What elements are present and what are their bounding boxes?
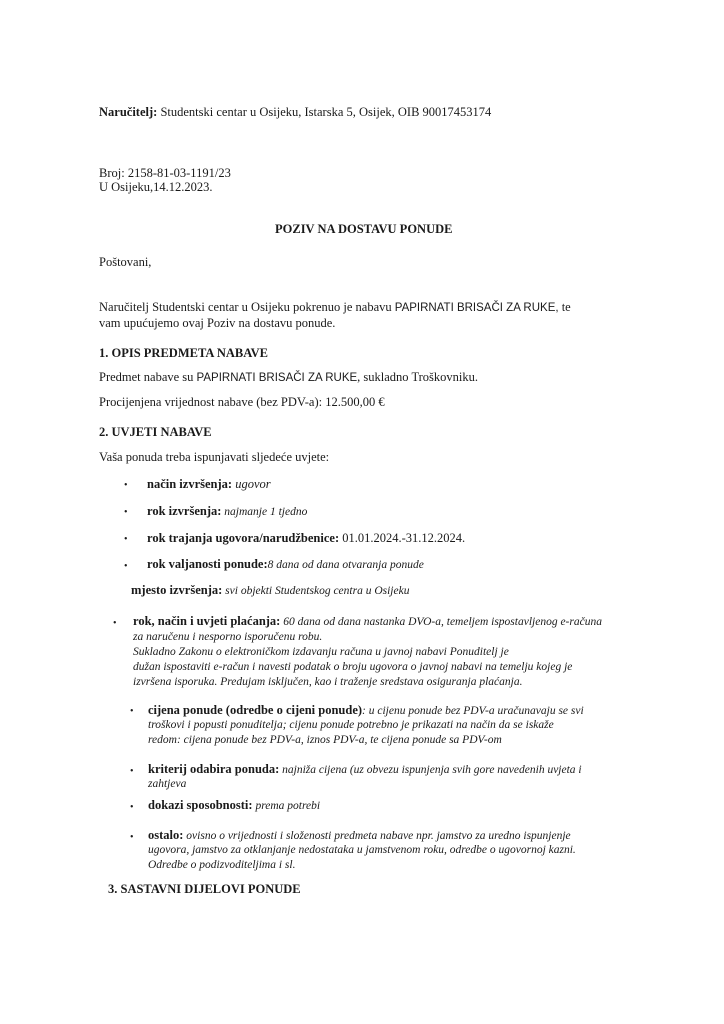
bullet-icon: • — [130, 766, 134, 777]
conditions-intro: Vaša ponuda treba ispunjavati sljedeće uvjete: — [99, 450, 330, 464]
evidence-text: prema potrebi — [252, 800, 321, 812]
intro-text-c: te — [558, 300, 571, 314]
estimated-value: Procijenjena vrijednost nabave (bez PDV-a): 12.500,00 € — [99, 395, 385, 409]
condition-label: rok izvršenja: — [147, 504, 222, 518]
greeting: Poštovani, — [99, 255, 152, 269]
payment-line: dužan ispostaviti e-račun i navesti podatak o broju ugovora o javnoj nabavi na temelju kojeg je — [133, 661, 573, 673]
condition-item — [147, 531, 465, 546]
intro-line-2: vam upućujemo ovaj Poziv na dostavu ponude. — [99, 316, 336, 330]
subject-text-a: Predmet nabave su — [99, 370, 197, 384]
section-3-heading: 3. SASTAVNI DIJELOVI PONUDE — [108, 882, 301, 896]
intro-line-1 — [99, 300, 571, 316]
section-2-heading: 2. UVJETI NABAVE — [99, 425, 212, 439]
payment-label: rok, način i uvjeti plaćanja: — [133, 614, 281, 628]
bullet-icon: • — [130, 802, 134, 813]
condition-item — [131, 583, 409, 599]
evidence-line — [148, 798, 320, 814]
price-line-1 — [148, 703, 584, 719]
payment-line-1 — [133, 614, 602, 630]
condition-item — [147, 557, 424, 573]
client-line — [99, 105, 491, 120]
criteria-line-1 — [148, 762, 582, 778]
payment-text: 60 dana od dana nastanka DVO-a, temeljem ispostavljenog e-računa — [280, 616, 602, 628]
bullet-icon: • — [130, 832, 134, 843]
price-label: cijena ponude (odredbe o cijeni ponude) — [148, 703, 363, 717]
client-label: Naručitelj: — [99, 105, 158, 119]
condition-item — [147, 477, 271, 492]
condition-value: ugovor — [232, 477, 271, 491]
condition-label: mjesto izvršenja: — [131, 583, 223, 597]
condition-value: svi objekti Studentskog centra u Osijeku — [222, 585, 410, 597]
section-1-heading: 1. OPIS PREDMETA NABAVE — [99, 346, 269, 360]
bullet-icon: • — [113, 618, 117, 629]
reference-number: Broj: 2158-81-03-1191/23 — [99, 166, 231, 180]
subject-text-c: , sukladno Troškovniku. — [357, 370, 479, 384]
condition-label: način izvršenja: — [147, 477, 233, 491]
bullet-icon: • — [130, 706, 134, 717]
condition-item — [147, 504, 307, 520]
bullet-icon: • — [124, 561, 128, 572]
intro-subject: PAPIRNATI BRISAČI ZA RUKE, — [394, 302, 559, 314]
criteria-line: zahtjeva — [148, 778, 187, 790]
bullet-icon: • — [124, 534, 128, 545]
price-line: troškovi i popusti ponuditelja; cijenu ponude potrebno je prikazati na način da se iskaže — [148, 719, 554, 731]
subject-name: PAPIRNATI BRISAČI ZA RUKE — [196, 372, 358, 384]
place-date: U Osijeku,14.12.2023. — [99, 180, 213, 194]
criteria-label: kriterij odabira ponuda: — [148, 762, 280, 776]
section-1-line-1 — [99, 370, 478, 386]
other-label: ostalo: — [148, 828, 184, 842]
other-line-1 — [148, 828, 571, 844]
bullet-icon: • — [124, 480, 128, 491]
payment-line: Sukladno Zakonu o elektroničkom izdavanju računa u javnoj nabavi Ponuditelj je — [133, 646, 509, 658]
condition-label: rok trajanja ugovora/narudžbenice: — [147, 531, 340, 545]
payment-line: za naručenu i nesporno isporučenu robu. — [133, 631, 323, 643]
page-title: POZIV NA DOSTAVU PONUDE — [275, 222, 453, 236]
intro-text-a: Naručitelj Studentski centar u Osijeku pokrenuo je nabavu — [99, 300, 395, 314]
condition-label: rok valjanosti ponude: — [147, 557, 268, 571]
condition-value: najmanje 1 tjedno — [221, 506, 308, 518]
payment-line: izvršena isporuka. Predujam isključen, kao i traženje sredstava osiguranja plaćanja. — [133, 676, 523, 688]
client-text: Studentski centar u Osijeku, Istarska 5, Osijek, OIB 90017453174 — [157, 105, 492, 119]
price-line: redom: cijena ponude bez PDV-a, iznos PDV-a, te cijena ponude sa PDV-om — [148, 734, 502, 746]
other-line: Odredbe o podizvoditeljima i sl. — [148, 859, 296, 871]
condition-value: 01.01.2024.-31.12.2024. — [339, 531, 466, 545]
other-line: ugovora, jamstvo za otklanjanje nedostataka u jamstvenom roku, odredbe o ugovornoj kazni. — [148, 844, 576, 856]
criteria-text: najniža cijena (uz obvezu ispunjenja svih gore navedenih uvjeta i — [279, 764, 582, 776]
bullet-icon: • — [124, 507, 128, 518]
price-text: : u cijenu ponude bez PDV-a uračunavaju se svi — [362, 705, 584, 717]
other-text: ovisno o vrijednosti i složenosti predmeta nabave npr. jamstvo za uredno ispunjenje — [183, 830, 571, 842]
evidence-label: dokazi sposobnosti: — [148, 798, 253, 812]
condition-value: 8 dana od dana otvaranja ponude — [267, 559, 424, 571]
